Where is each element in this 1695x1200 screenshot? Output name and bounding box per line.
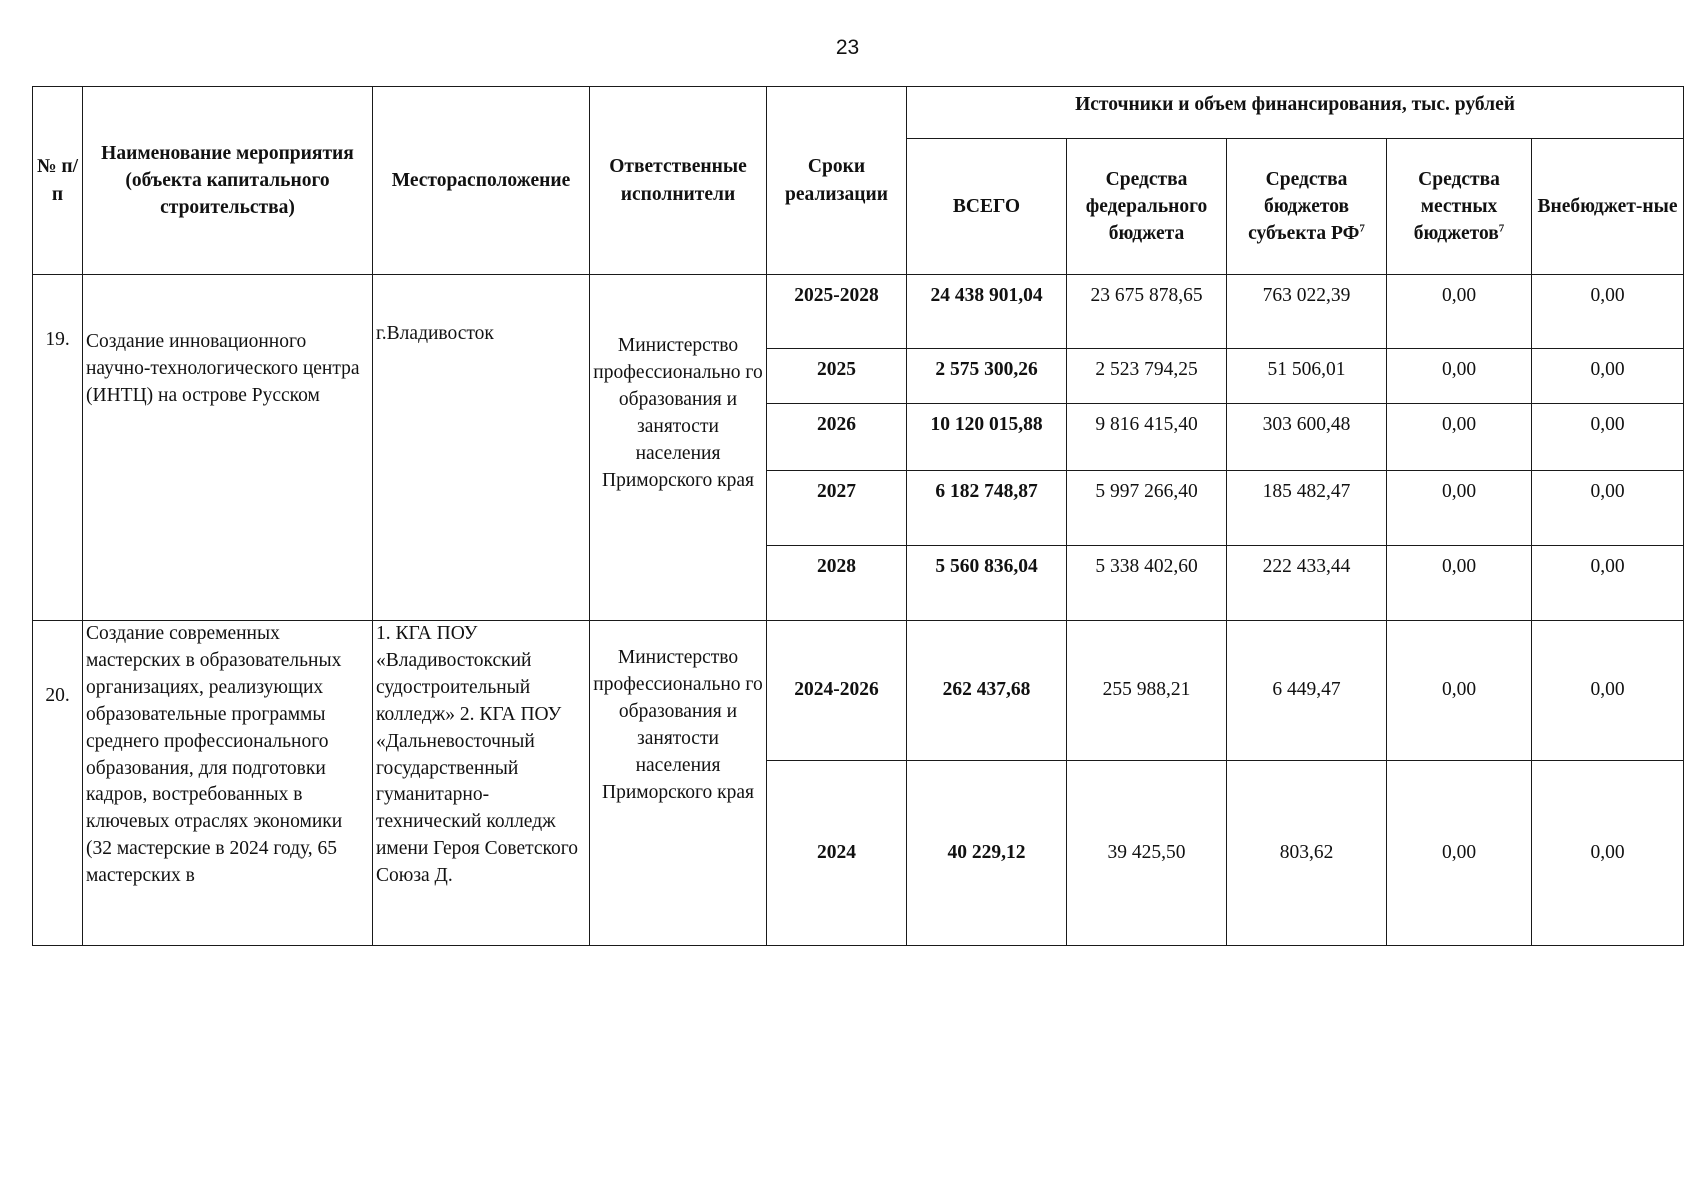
header-executors: Ответственные исполнители	[590, 87, 767, 275]
total-cell: 40 229,12	[907, 761, 1067, 946]
offbudget-cell: 0,00	[1532, 404, 1684, 471]
row-location: г.Владивосток	[373, 275, 590, 621]
period-cell: 2028	[767, 546, 907, 621]
regional-cell: 303 600,48	[1227, 404, 1387, 471]
row-name: Создание инновационного научно-технологического центра (ИНТЦ) на острове Русском	[83, 275, 373, 621]
header-funding-group: Источники и объем финансирования, тыс. рублей	[907, 87, 1684, 139]
federal-cell: 39 425,50	[1067, 761, 1227, 946]
local-cell: 0,00	[1387, 349, 1532, 404]
total-cell: 6 182 748,87	[907, 471, 1067, 546]
row-num: 20.	[33, 621, 83, 946]
regional-cell: 51 506,01	[1227, 349, 1387, 404]
header-local-footnote: 7	[1498, 222, 1505, 235]
total-cell: 24 438 901,04	[907, 275, 1067, 349]
local-cell: 0,00	[1387, 275, 1532, 349]
table-row	[33, 275, 1684, 349]
federal-cell: 23 675 878,65	[1067, 275, 1227, 349]
page-number: 23	[835, 36, 860, 59]
header-total: ВСЕГО	[907, 139, 1067, 275]
period-cell: 2025	[767, 349, 907, 404]
total-cell: 2 575 300,26	[907, 349, 1067, 404]
funding-table	[32, 86, 1684, 946]
offbudget-cell: 0,00	[1532, 546, 1684, 621]
header-regional-label: Средства бюджетов субъекта РФ	[1248, 168, 1360, 245]
federal-cell: 2 523 794,25	[1067, 349, 1227, 404]
local-cell: 0,00	[1387, 546, 1532, 621]
federal-cell: 5 997 266,40	[1067, 471, 1227, 546]
period-cell: 2026	[767, 404, 907, 471]
total-cell: 5 560 836,04	[907, 546, 1067, 621]
header-num: № п/п	[33, 87, 83, 275]
row-name: Создание современных мастерских в образовательных организациях, реализующих образовательные программы среднего профессионального образования, для подготовки кадров, востребованных в ключевых отраслях экономики (32 мастерские в 2024 году, 65 мастерских в	[83, 621, 373, 946]
total-cell: 10 120 015,88	[907, 404, 1067, 471]
period-cell: 2024-2026	[767, 621, 907, 761]
local-cell: 0,00	[1387, 621, 1532, 761]
period-cell: 2027	[767, 471, 907, 546]
row-num: 19.	[33, 275, 83, 621]
header-offbudget: Внебюджет-ные	[1532, 139, 1684, 275]
regional-cell: 803,62	[1227, 761, 1387, 946]
federal-cell: 255 988,21	[1067, 621, 1227, 761]
header-name: Наименование мероприятия (объекта капитального строительства)	[83, 87, 373, 275]
header-local	[1387, 139, 1532, 275]
row-executors: Министерство профессионально го образования и занятости населения Приморского края	[590, 621, 767, 946]
header-period: Сроки реализации	[767, 87, 907, 275]
offbudget-cell: 0,00	[1532, 275, 1684, 349]
offbudget-cell: 0,00	[1532, 761, 1684, 946]
row-location: 1. КГА ПОУ «Владивостокский судостроительный колледж» 2. КГА ПОУ «Дальневосточный государственный гуманитарно-технический колледж имени Героя Советского Союза Д.	[373, 621, 590, 946]
offbudget-cell: 0,00	[1532, 349, 1684, 404]
header-regional-footnote: 7	[1359, 222, 1365, 235]
header-regional	[1227, 139, 1387, 275]
local-cell: 0,00	[1387, 471, 1532, 546]
federal-cell: 9 816 415,40	[1067, 404, 1227, 471]
header-location: Месторасположение	[373, 87, 590, 275]
period-cell: 2025-2028	[767, 275, 907, 349]
regional-cell: 185 482,47	[1227, 471, 1387, 546]
local-cell: 0,00	[1387, 404, 1532, 471]
header-federal: Средства федерального бюджета	[1067, 139, 1227, 275]
regional-cell: 763 022,39	[1227, 275, 1387, 349]
period-cell: 2024	[767, 761, 907, 946]
row-executors: Министерство профессионально го образования и занятости населения Приморского края	[590, 275, 767, 621]
table-row	[33, 621, 1684, 761]
federal-cell: 5 338 402,60	[1067, 546, 1227, 621]
local-cell: 0,00	[1387, 761, 1532, 946]
total-cell: 262 437,68	[907, 621, 1067, 761]
header-local-label: Средства местных бюджетов	[1413, 168, 1500, 245]
offbudget-cell: 0,00	[1532, 621, 1684, 761]
regional-cell: 6 449,47	[1227, 621, 1387, 761]
regional-cell: 222 433,44	[1227, 546, 1387, 621]
offbudget-cell: 0,00	[1532, 471, 1684, 546]
